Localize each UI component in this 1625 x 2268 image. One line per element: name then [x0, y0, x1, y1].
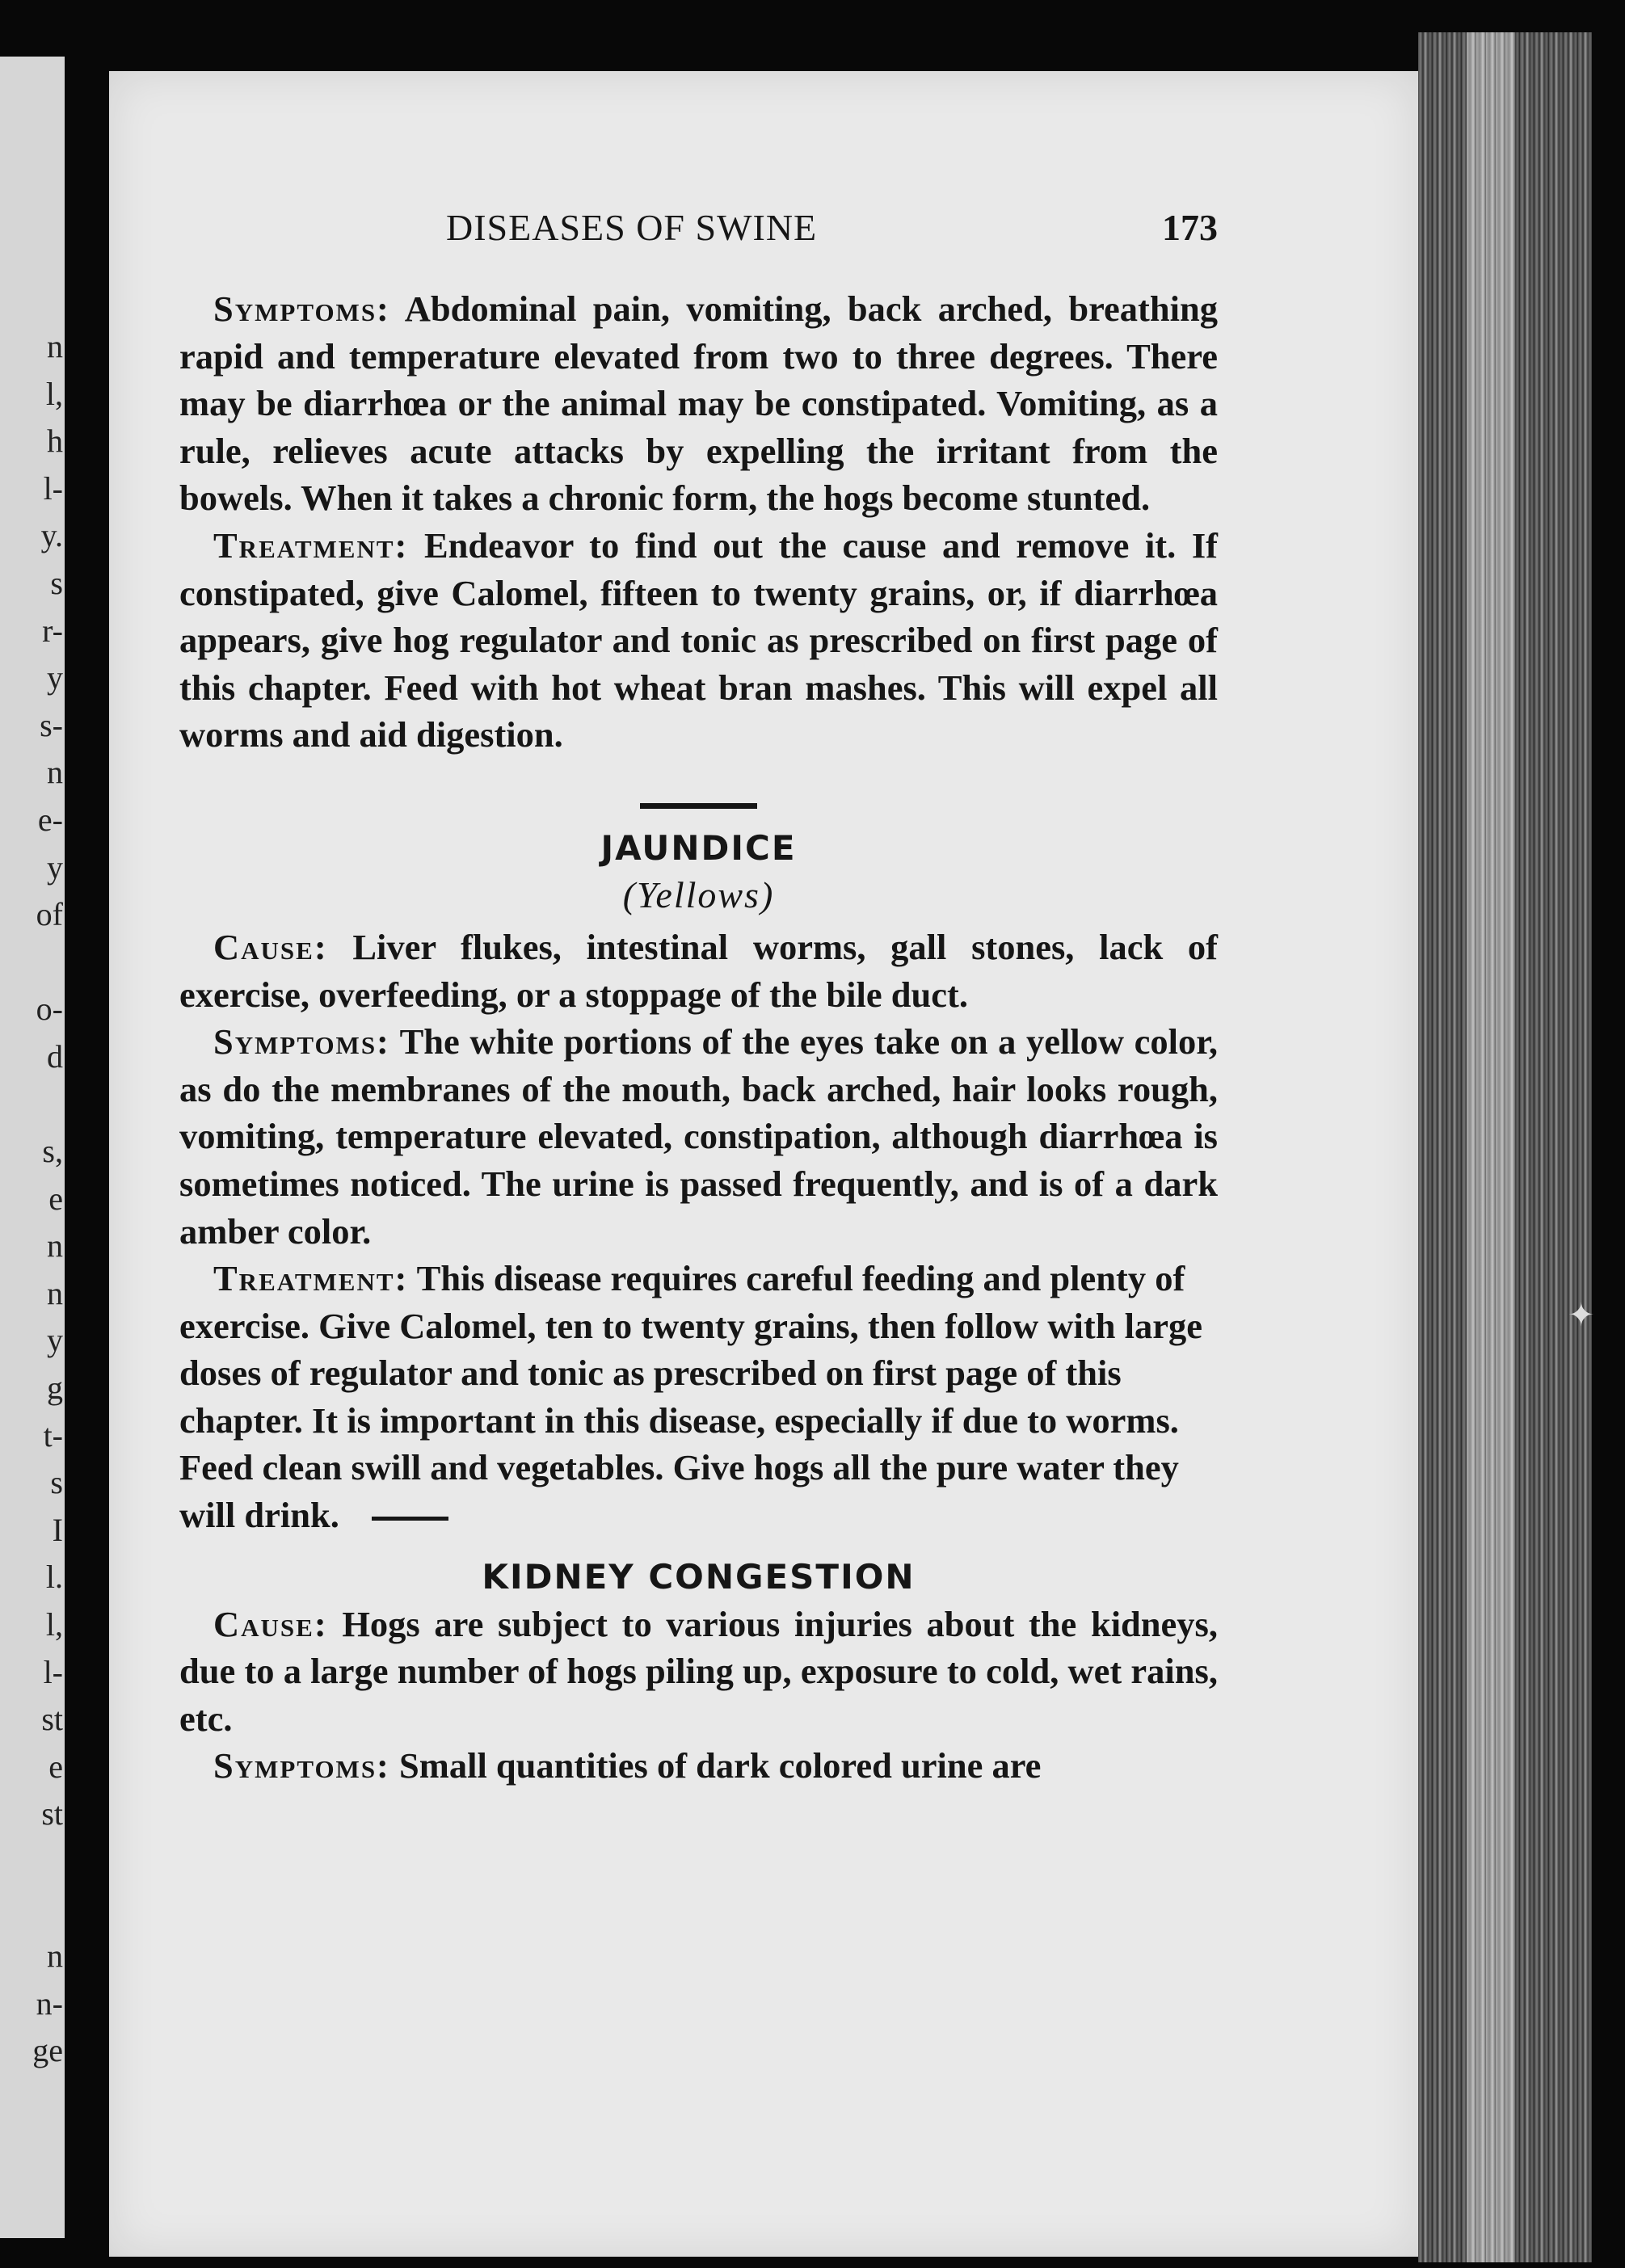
facing-page-fragment: y: [47, 848, 63, 886]
running-head: [179, 206, 1218, 255]
paragraph-text: Endeavor to find out the cause and remove it. If constipated, give Calomel, fifteen to twenty grains, or, if diarrhœa appears, give hog regulator and tonic as prescribed on first page of this chapter. Feed with hot wheat bran mashes. This will expel all worms and aid digestion.: [179, 524, 1218, 755]
facing-page-edge: [0, 57, 65, 2238]
paragraph-treatment-2: [179, 1255, 1218, 1539]
facing-page-fragment: ge: [32, 2032, 63, 2069]
facing-page-fragment: y.: [40, 517, 63, 554]
paragraph-text: The white portions of the eyes take on a yellow color, as do the membranes of the mouth, back arched, hair looks rough, vomiting, temperature elevated, constipation, although diarrhœa is sometimes noticed. The urine is passed frequently, and is of a dark amber color.: [179, 1021, 1218, 1252]
facing-page-fragment: y: [47, 1322, 63, 1359]
facing-page-fragment: t-: [43, 1416, 63, 1454]
facing-page-fragment: st: [41, 1701, 63, 1738]
facing-page-fragment: o-: [36, 991, 63, 1028]
facing-page-fragment: [0, 1081, 63, 1129]
facing-page-fragment: [0, 1838, 63, 1886]
facing-page-fragment: l-: [43, 469, 63, 507]
paragraph-lead: Cause:: [213, 926, 328, 967]
paragraph-lead: Symptoms:: [213, 1021, 390, 1062]
paragraph-text: This disease requires careful feeding and plenty of exercise. Give Calomel, ten to twenty grains, then follow with large doses of regulator and tonic as prescribed on first page of this chapter. It is important in this disease, especially if due to worms. Feed clean swill and vegetables. Give hogs all the pure water they will drink.: [179, 1258, 1202, 1536]
facing-page-fragment: l-: [43, 1653, 63, 1690]
facing-page-fragment: [0, 939, 63, 987]
section-divider: [640, 803, 757, 809]
facing-page-fragment: e: [48, 1180, 63, 1217]
facing-page-fragment: g: [47, 1370, 63, 1407]
paragraph-lead: Treatment:: [213, 524, 409, 566]
paragraph-symptoms-1: [179, 285, 1218, 522]
body-text: [179, 285, 1218, 1790]
paragraph-lead: Cause:: [213, 1603, 328, 1644]
book-page-edges: [1418, 32, 1592, 2262]
facing-page-text-fragments: [0, 323, 63, 2075]
facing-page-fragment: n: [47, 1938, 63, 1975]
facing-page-fragment: l.: [45, 1559, 63, 1596]
paragraph-text: Small quantities of dark colored urine are: [389, 1745, 1042, 1786]
facing-page-fragment: y: [47, 659, 63, 696]
facing-page-fragment: n: [47, 1274, 63, 1311]
facing-page-fragment: e: [48, 1748, 63, 1785]
page-edge-highlight: [1467, 32, 1515, 2262]
facing-page-fragment: r-: [42, 612, 63, 649]
page-number: 173: [1162, 207, 1218, 248]
facing-page-fragment: l,: [45, 375, 63, 412]
section-heading-kidney-congestion: KIDNEY CONGESTION: [482, 1556, 916, 1597]
paragraph-text: Hogs are subject to various injuries about the kidneys, due to a large number of hogs piling up, exposure to cold, wet rains, etc.: [179, 1603, 1218, 1739]
facing-page-fragment: s: [50, 1464, 63, 1501]
paragraph-cause-3: [179, 1601, 1218, 1743]
facing-page-fragment: n-: [36, 1984, 63, 2022]
paragraph-lead: Symptoms:: [213, 1745, 390, 1786]
paragraph-cause-2: [179, 924, 1218, 1018]
paragraph-lead: Symptoms:: [213, 288, 390, 329]
facing-page-fragment: s,: [42, 1133, 63, 1170]
paragraph-treatment-1: [179, 522, 1218, 759]
facing-page-fragment: l,: [45, 1606, 63, 1643]
section-heading-jaundice: JAUNDICE: [600, 827, 797, 868]
paragraph-symptoms-2: [179, 1018, 1218, 1255]
paragraph-symptoms-3: [179, 1742, 1218, 1790]
paragraph-text: Abdominal pain, vomiting, back arched, breathing rapid and temperature elevated from two to three degrees. There may be diarrhœa or the animal may be constipated. Vomiting, as a rule, relieves acute attacks by expelling the irritant from the bowels. When it takes a chronic form, the hogs become stunted.: [179, 288, 1218, 519]
facing-page-fragment: I: [52, 1511, 63, 1548]
paragraph-lead: Treatment:: [213, 1258, 409, 1299]
section-subheading-yellows: (Yellows): [622, 873, 775, 915]
paragraph-text: Liver flukes, intestinal worms, gall stones, lack of exercise, overfeeding, or a stoppage of the bile duct.: [179, 926, 1218, 1015]
facing-page-fragment: [0, 1886, 63, 1933]
facing-page-fragment: st: [41, 1795, 63, 1832]
facing-page-fragment: n: [47, 328, 63, 364]
facing-page-fragment: n: [47, 754, 63, 791]
page-tab-marker: ✦: [1568, 1297, 1595, 1334]
facing-page-fragment: e-: [37, 801, 63, 838]
facing-page-fragment: d: [47, 1037, 63, 1075]
section-divider-inline: [372, 1517, 448, 1521]
facing-page-fragment: s: [50, 564, 63, 601]
facing-page-fragment: n: [47, 1227, 63, 1264]
facing-page-fragment: of: [36, 896, 63, 933]
facing-page-fragment: h: [47, 423, 63, 460]
running-head-title: DISEASES OF SWINE: [446, 207, 818, 248]
facing-page-fragment: s-: [40, 706, 63, 743]
